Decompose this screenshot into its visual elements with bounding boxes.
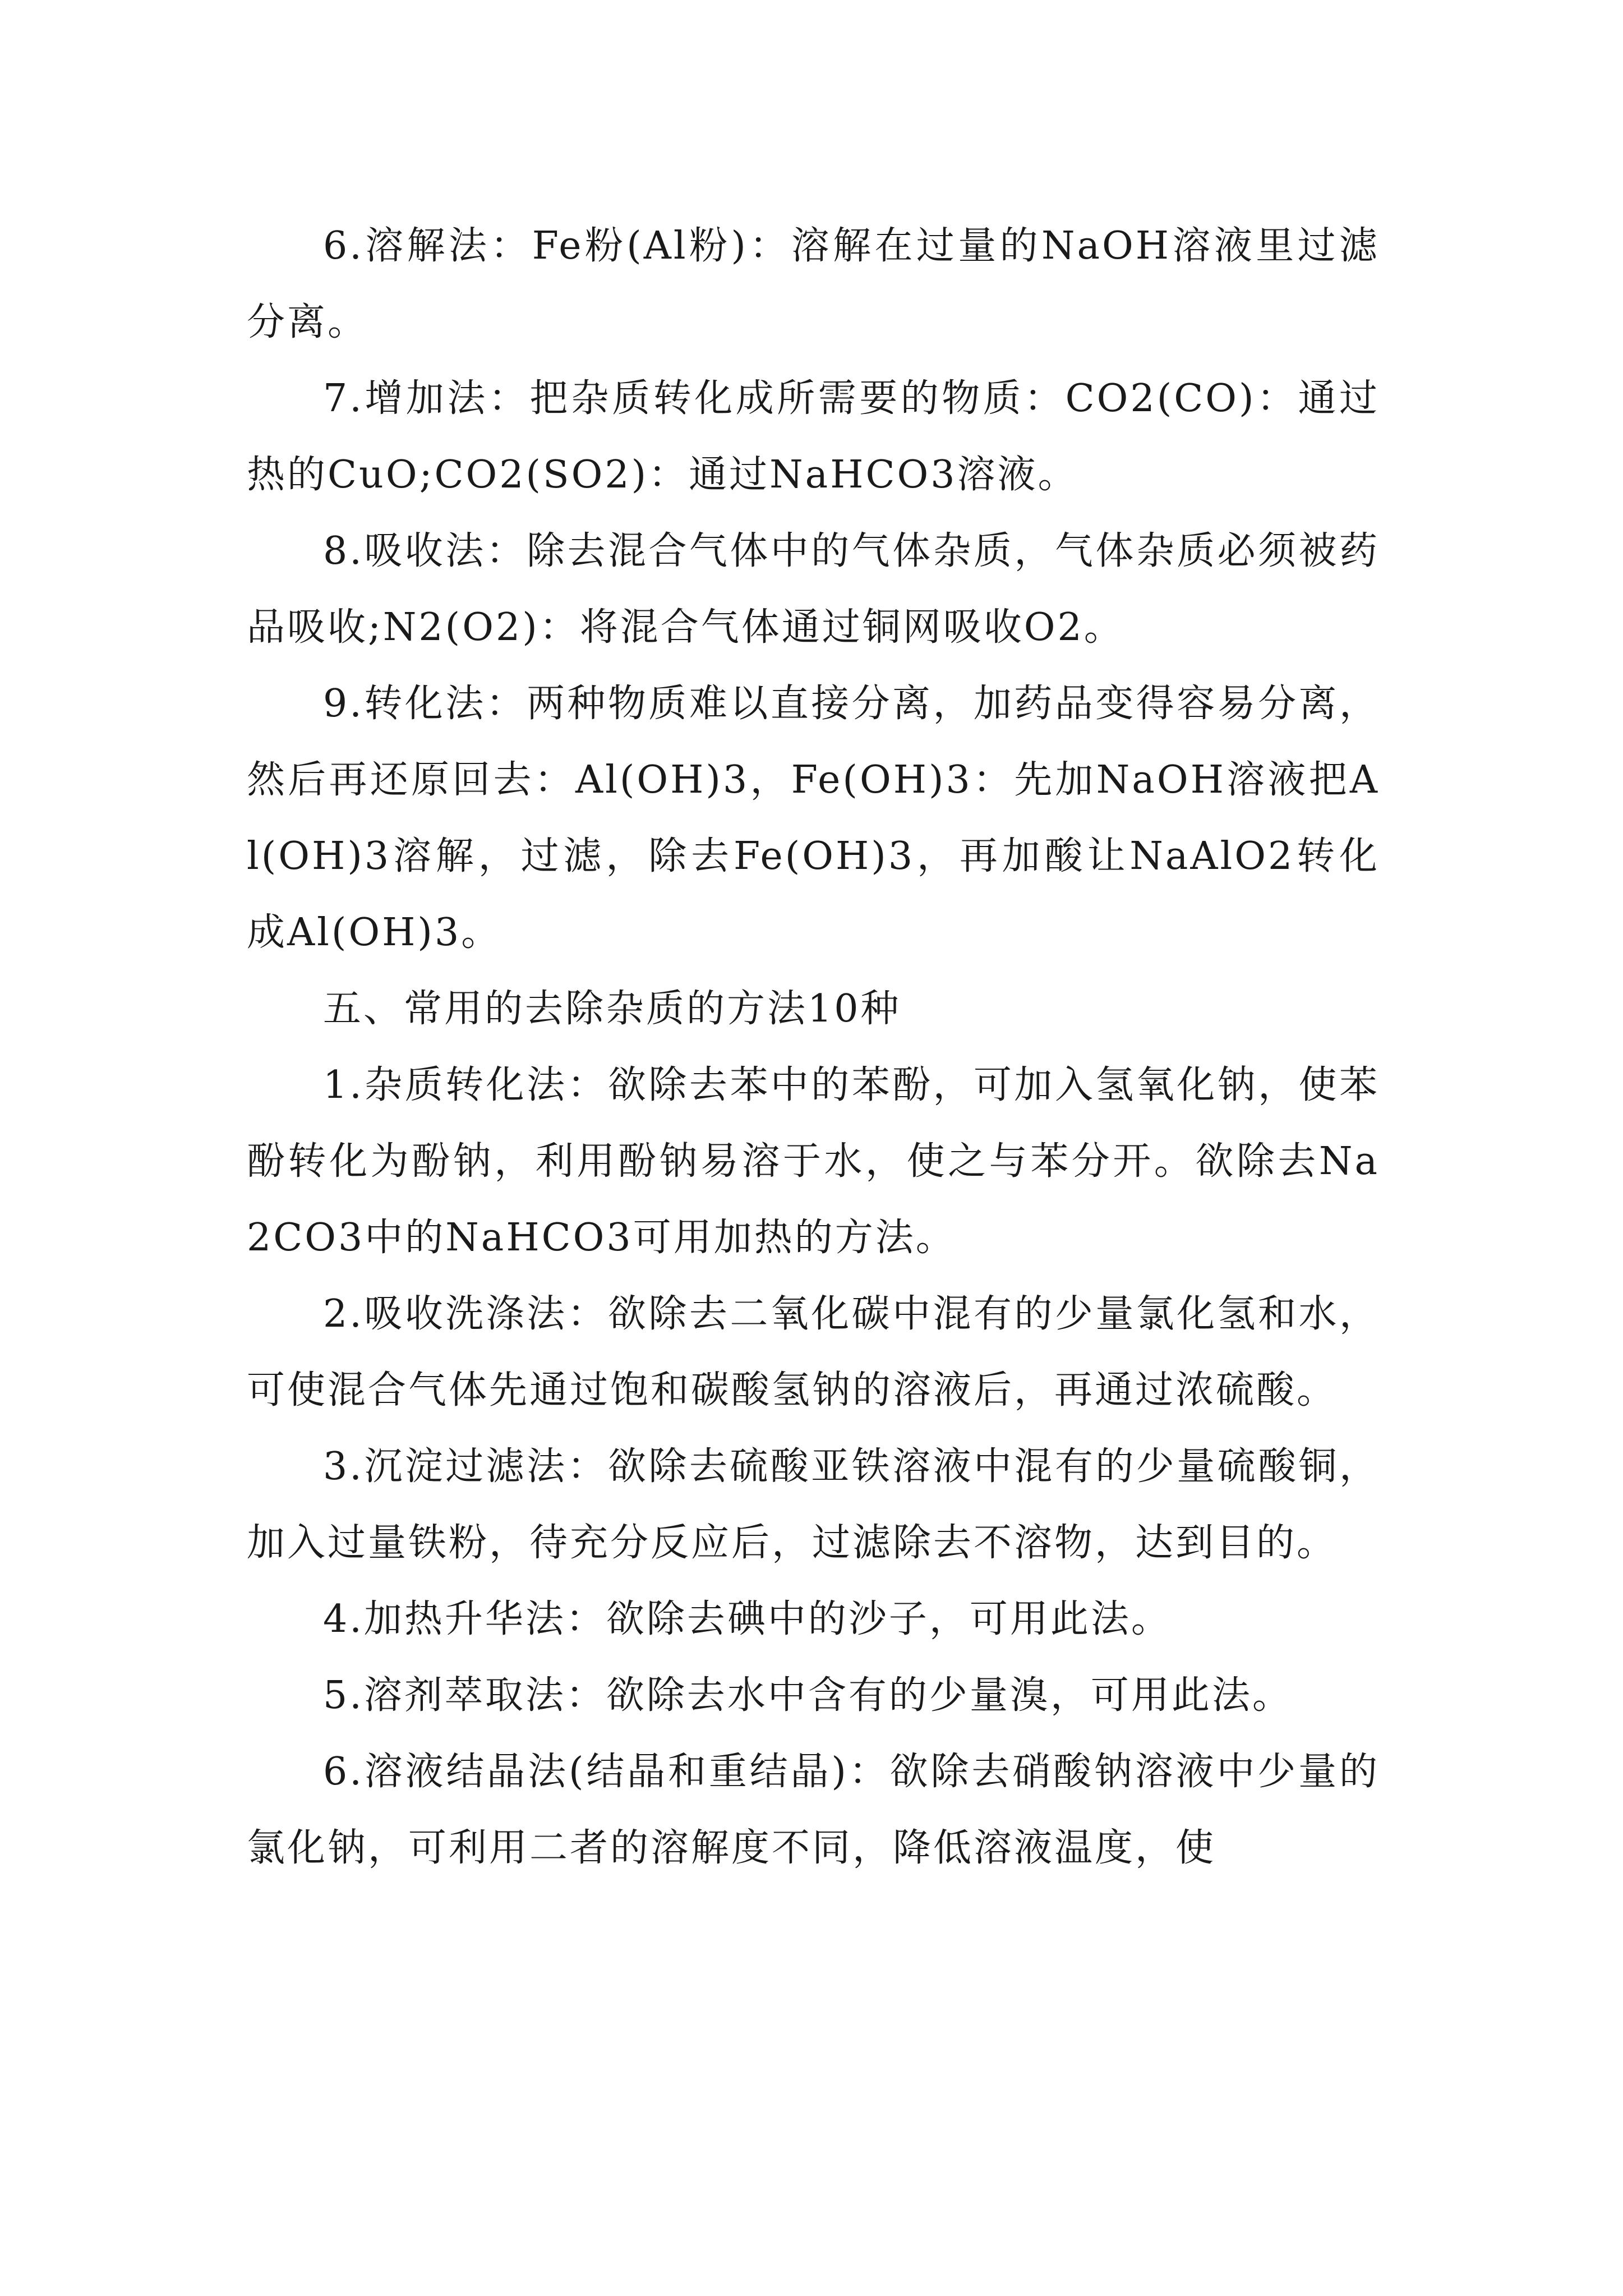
section-heading: 五、常用的去除杂质的方法10种 bbox=[323, 987, 901, 1031]
body-text bbox=[247, 208, 1380, 1887]
paragraph-heating-sublimation: 4.加热升华法：欲除去碘中的沙子，可用此法。 bbox=[323, 1597, 1172, 1641]
paragraph-impurity-conversion: 1.杂质转化法：欲除去苯中的苯酚，可加入氢氧化钠，使苯酚转化为酚钠，利用酚钠易溶于水，使之与苯分开。欲除去Na2CO3中的NaHCO3可用加热的方法。 bbox=[247, 1063, 1380, 1260]
paragraph-conversion-method: 9.转化法：两种物质难以直接分离，加药品变得容易分离，然后再还原回去：Al(OH)3，Fe(OH)3：先加NaOH溶液把Al(OH)3溶解，过滤，除去Fe(OH)3，再加酸让NaAlO2转化成Al(OH)3。 bbox=[247, 682, 1380, 955]
paragraph-absorption-method: 8.吸收法：除去混合气体中的气体杂质，气体杂质必须被药品吸收;N2(O2)：将混合气体通过铜网吸收O2。 bbox=[247, 529, 1380, 650]
paragraph-solvent-extraction: 5.溶剂萃取法：欲除去水中含有的少量溴，可用此法。 bbox=[323, 1673, 1293, 1718]
paragraph-dissolution-method: 6.溶解法：Fe粉(Al粉)：溶解在过量的NaOH溶液里过滤分离。 bbox=[247, 224, 1380, 344]
paragraph-absorption-washing: 2.吸收洗涤法：欲除去二氧化碳中混有的少量氯化氢和水，可使混合气体先通过饱和碳酸氢钠的溶液后，再通过浓硫酸。 bbox=[247, 1292, 1380, 1412]
paragraph-crystallization: 6.溶液结晶法(结晶和重结晶)：欲除去硝酸钠溶液中少量的氯化钠，可利用二者的溶解度不同，降低溶液温度，使 bbox=[247, 1750, 1380, 1870]
paragraph-addition-method: 7.增加法：把杂质转化成所需要的物质：CO2(CO)：通过热的CuO;CO2(SO2)：通过NaHCO3溶液。 bbox=[247, 376, 1380, 497]
paragraph-precipitation-filtration: 3.沉淀过滤法：欲除去硫酸亚铁溶液中混有的少量硫酸铜，加入过量铁粉，待充分反应后，过滤除去不溶物，达到目的。 bbox=[247, 1444, 1380, 1565]
